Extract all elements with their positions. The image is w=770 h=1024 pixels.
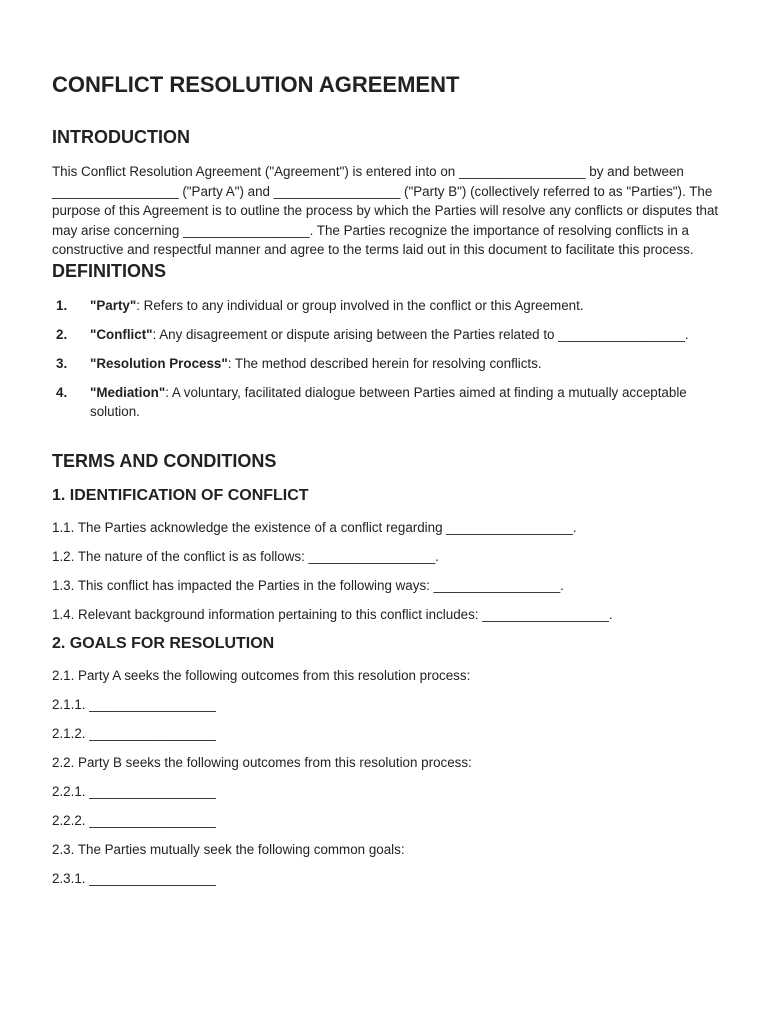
clause: 1.3. This conflict has impacted the Parties in the following ways: _________________. [52,577,564,593]
clause: 2.3.1. _________________ [52,870,216,886]
definition-body [90,296,722,316]
definition-number: 3. [56,355,68,371]
clause: 2.3. The Parties mutually seek the following common goals: [52,841,405,857]
definition-body [90,383,722,422]
definition-number: 2. [56,326,68,342]
definition-number: 4. [56,384,68,400]
section-heading-definitions: DEFINITIONS [52,260,167,281]
document-page [52,70,722,898]
subsection-heading-goals: 2. GOALS FOR RESOLUTION [52,634,275,652]
clause: 1.4. Relevant background information pertaining to this conflict includes: _________________. [52,606,613,622]
definition-item [52,325,722,345]
definition-item [52,354,722,374]
definition-term: "Mediation" [90,384,166,400]
definition-text: : Refers to any individual or group involved in the conflict or this Agreement. [136,297,584,313]
definition-text: : Any disagreement or dispute arising between the Parties related to _________________. [152,326,689,342]
definitions-list [52,296,722,422]
definition-text: : The method described herein for resolving conflicts. [227,355,542,371]
clause: 2.1.1. _________________ [52,696,216,712]
introduction-paragraph: This Conflict Resolution Agreement ("Agreement") is entered into on _________________ by and between _________________ ("Party A") and _________________ ("Party B") (collectively referred to as "Parties"). The purpose of this Agreement is to outline the process by which the Parties will resolve any conflicts or disputes that may arise concerning _________________. The Parties recognize the importance of resolving conflicts in a constructive and respectful manner and agree to the terms laid out in this document to facilitate this process. [52,164,719,257]
clause: 1.2. The nature of the conflict is as follows: _________________. [52,548,439,564]
clause: 2.2.1. _________________ [52,783,216,799]
definition-item [52,383,722,422]
definition-text: : A voluntary, facilitated dialogue between Parties aimed at finding a mutually acceptable solution. [90,384,687,419]
section-heading-introduction: INTRODUCTION [52,127,190,147]
clause: 2.2. Party B seeks the following outcomes from this resolution process: [52,754,472,770]
definition-number: 1. [56,297,68,313]
definition-item [52,296,722,316]
clause: 2.1. Party A seeks the following outcomes from this resolution process: [52,667,471,683]
definition-body [90,325,722,345]
definition-term: "Resolution Process" [90,355,228,371]
clause: 1.1. The Parties acknowledge the existence of a conflict regarding _________________. [52,519,577,535]
section-heading-terms: TERMS AND CONDITIONS [52,450,277,471]
document-title: CONFLICT RESOLUTION AGREEMENT [52,72,460,97]
clause: 2.2.2. _________________ [52,812,216,828]
subsection-heading-identification: 1. IDENTIFICATION OF CONFLICT [52,486,309,504]
clause: 2.1.2. _________________ [52,725,216,741]
definition-body [90,354,722,374]
definition-term: "Party" [90,297,137,313]
definition-term: "Conflict" [90,326,153,342]
